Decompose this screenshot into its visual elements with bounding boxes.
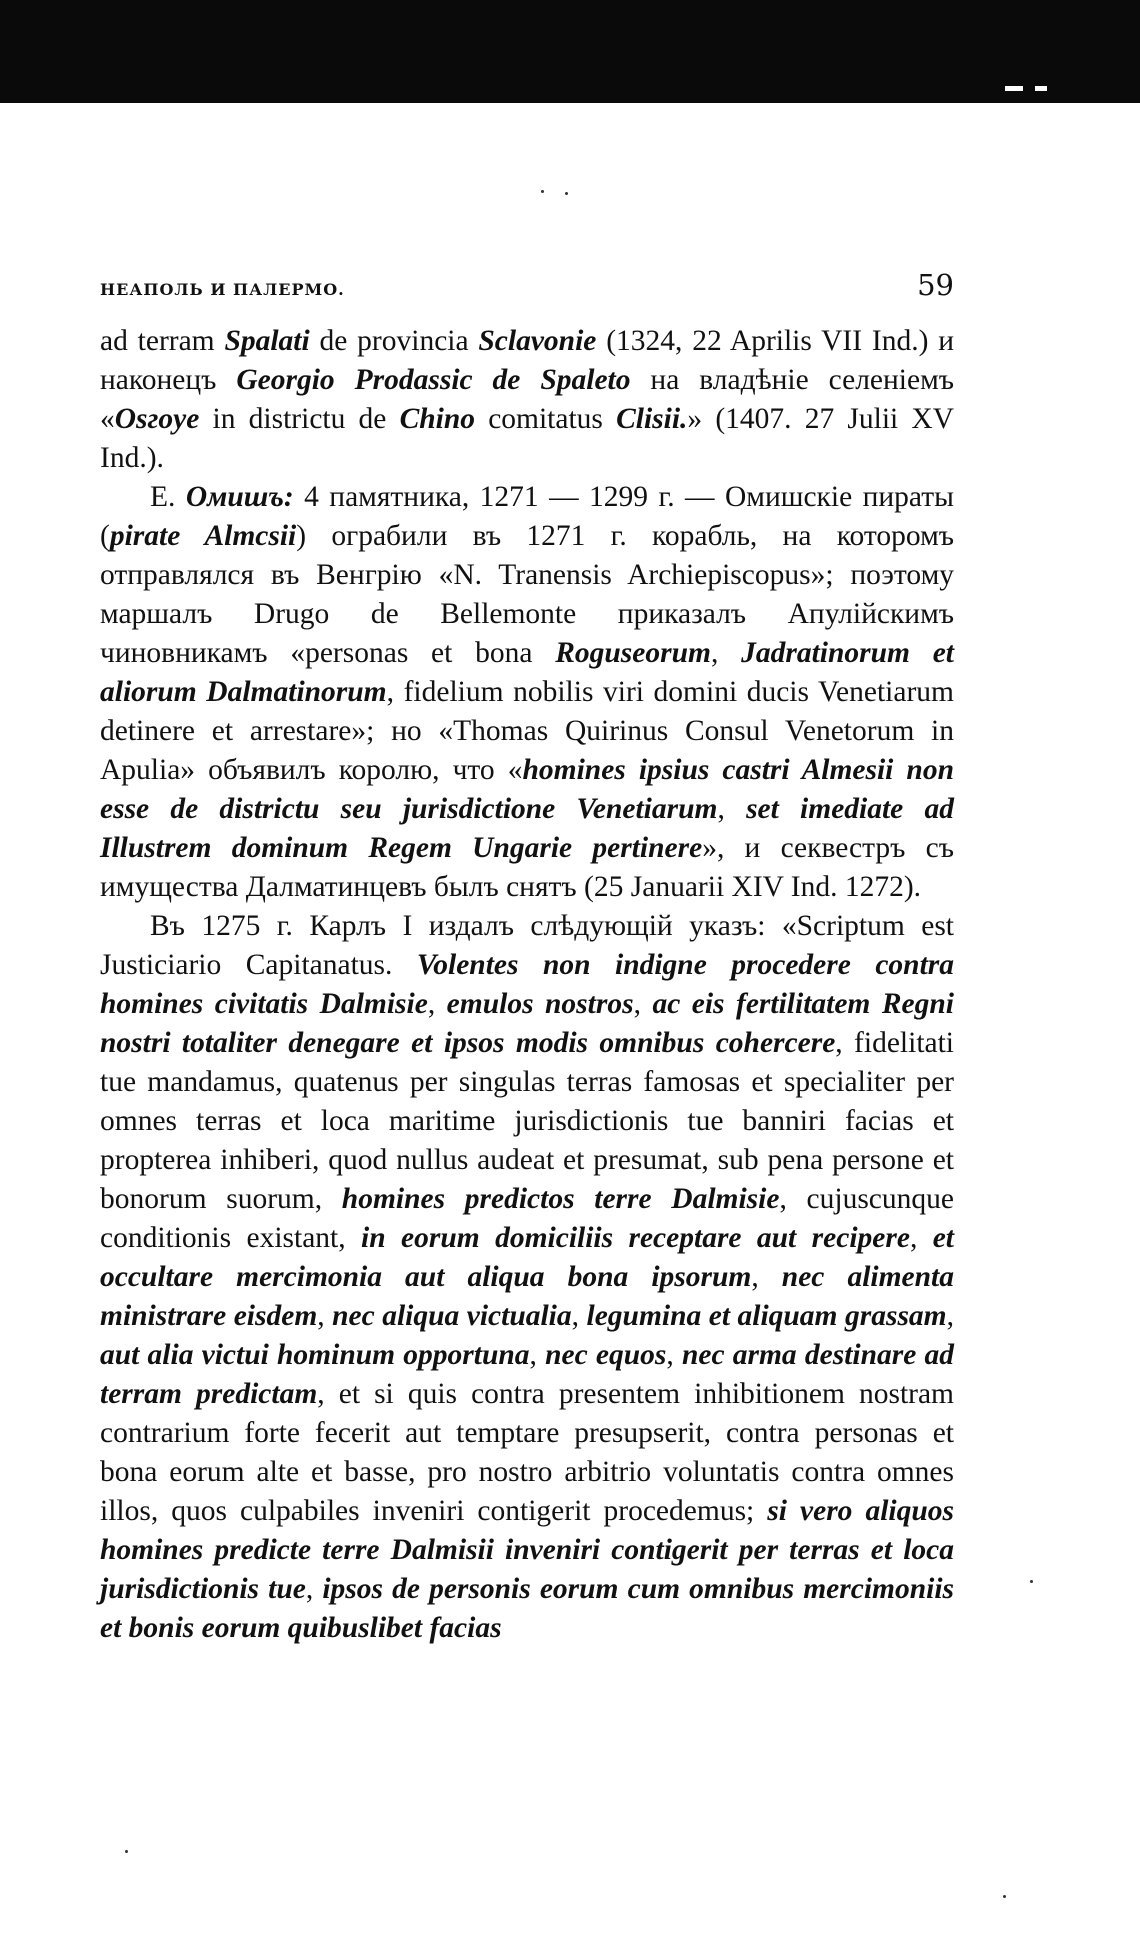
text-run: , <box>633 988 653 1020</box>
italic-run: pirate Almcsii <box>109 520 297 552</box>
paragraph <box>100 478 954 907</box>
text-run: , <box>571 1300 587 1332</box>
italic-run: ac eis fertilitatem Regni nostri totaliter denegare et ipsos modis omnibus cohercere <box>100 988 954 1059</box>
text-run: 4 памятника, 1271 — 1299 г. — Омишскіе пираты ( <box>100 481 954 552</box>
italic-run: Clisii. <box>616 403 688 435</box>
scan-speck <box>565 192 568 195</box>
text-run: , fidelium nobilis viri domini ducis Venetiarum detinere et arrestare»; но «Thomas Quirinus Consul Venetorum in Apulia» объявилъ королю, что « <box>100 676 954 786</box>
italic-run: set imediate ad Illustrem dominum Regem Ungarie pertinere <box>100 793 954 864</box>
page-number: 59 <box>917 268 954 302</box>
italic-run: Chino <box>399 403 476 435</box>
paragraph <box>100 907 954 1648</box>
scan-artifact <box>1005 86 1023 91</box>
text-run: , <box>666 1339 682 1371</box>
text-run: , fidelitati tue mandamus, quatenus per singulas terras famosas et specialiter per omnes terras et loca maritime jurisdictionis tue banniri facias et propterea inhiberi, quod nullus audeat et presumat, sub pena persone et bonorum suorum, <box>100 1027 954 1215</box>
text-run: (1324, 22 Aprilis VII Ind.) и наконецъ <box>100 325 955 396</box>
italic-run: aut alia victui hominum opportuna <box>100 1339 530 1371</box>
italic-run: legumina et aliquam grassam <box>586 1300 947 1332</box>
italic-run: Osгoye <box>114 403 200 435</box>
italic-run: Омишъ: <box>185 481 294 513</box>
text-run: , <box>717 793 747 825</box>
text-run: , <box>909 1222 933 1254</box>
italic-run: Volentes non indigne procedere contra homines civitatis Dalmisie <box>100 949 954 1020</box>
text-run: , cujuscunque conditionis existant, <box>100 1183 954 1254</box>
body-text <box>100 322 954 1648</box>
scan-speck <box>541 190 544 193</box>
text-run: , <box>529 1339 546 1371</box>
text-run: », и секвестръ съ имущества Далматинцевъ былъ снятъ (25 Januarii XIV Ind. 1272). <box>100 832 954 903</box>
text-run: , <box>317 1300 333 1332</box>
italic-run: nec equos <box>545 1339 667 1371</box>
text-run: , et si quis contra presentem inhibitionem nostram contrarium forte fecerit aut temptare presupserit, contra personas et bona eorum alte et basse, pro nostro arbitrio voluntatis contra omnes illos, quos culpabiles inveniri contigerit procedemus; <box>100 1378 955 1527</box>
scan-artifact <box>1035 86 1047 91</box>
text-run: , <box>305 1573 323 1605</box>
italic-run: Georgio Prodassic de Spaleto <box>236 364 631 396</box>
text-run: , <box>710 637 742 669</box>
text-run: Е. <box>150 481 186 513</box>
running-head: НЕАПОЛЬ И ПАЛЕРМО. <box>100 280 345 299</box>
italic-run: nec aliqua victualia <box>332 1300 572 1332</box>
italic-run: ipsos de personis eorum cum omnibus mercimoniis et bonis eorum quibuslibet facias <box>100 1573 955 1644</box>
text-run: , <box>946 1300 954 1332</box>
italic-run: Roguseorum <box>555 637 711 669</box>
text-run: , <box>427 988 447 1020</box>
page-header <box>100 268 954 308</box>
italic-run: emulos nostros <box>446 988 634 1020</box>
italic-run: nec arma destinare ad terram predictam <box>100 1339 955 1410</box>
italic-run: in eorum domiciliis receptare aut recipere <box>361 1222 910 1254</box>
italic-run: si vero aliquos homines predicte terre Dalmisii inveniri contigerit per terras et loca jurisdictionis tue <box>100 1495 954 1605</box>
italic-run: et occultare mercimonia aut aliqua bona ipsorum <box>100 1222 954 1293</box>
italic-run: Spalati <box>224 325 310 357</box>
italic-run: Jadratinorum et aliorum Dalmatinorum <box>100 637 955 708</box>
text-run: de provincia <box>309 325 479 357</box>
paragraph <box>100 322 954 478</box>
text-run: , <box>751 1261 782 1293</box>
scan-border-notch <box>1010 0 1100 80</box>
italic-run: homines ipsius castri Almesii non esse de districtu seu jurisdictione Venetiarum <box>100 754 954 825</box>
italic-run: Sclavonie <box>478 325 597 357</box>
text-run: » (1407. 27 Julii XV Ind.). <box>100 403 954 474</box>
text-run: ad terram <box>100 325 225 357</box>
scan-speck <box>1030 1580 1033 1583</box>
text-run: на владѣніе селеніемъ « <box>100 364 955 435</box>
text-run: comitatus <box>475 403 617 435</box>
text-run: Въ 1275 г. Карлъ I издалъ слѣдующій указъ: «Scriptum est Justiciario Capitanatus. <box>100 910 954 981</box>
text-run: ) ограбили въ 1271 г. корабль, на которомъ отправлялся въ Венгрію «N. Tranensis Archiepiscopus»; поэтому маршалъ Drugo de Bellemonte приказалъ Апулійскимъ чиновникамъ «personas et bona <box>100 520 955 669</box>
italic-run: nec alimenta ministrare eisdem <box>100 1261 954 1332</box>
scan-speck <box>1003 1895 1006 1898</box>
text-run: in districtu de <box>199 403 400 435</box>
scan-speck <box>125 1850 128 1853</box>
italic-run: homines predictos terre Dalmisie <box>341 1183 780 1215</box>
scan-border-top <box>0 0 1140 103</box>
